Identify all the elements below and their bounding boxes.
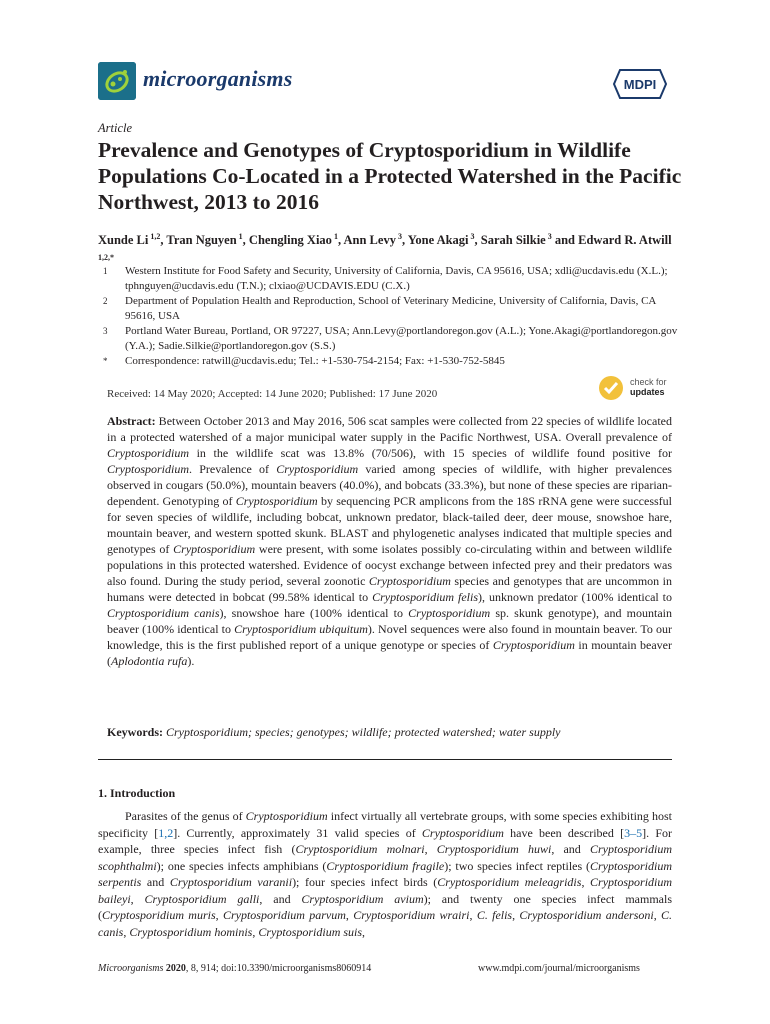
- author-affiliation-marker: 1,2: [148, 232, 161, 241]
- article-type: Article: [98, 121, 133, 135]
- author-name: Ann Levy: [343, 233, 396, 248]
- introduction-paragraph: Parasites of the genus of Cryptosporidium infect virtually all vertebrate groups, with some species exhibiting host specificity [1,2]. Currently, approximately 31 valid species of Cryptosporidium have been described [3–5]. For example, three species infect fish (Cryptosporidium molnari, Cryptosporidium huwi, and Cryptosporidium scophthalmi); one species infects amphibians (Cryptosporidium fragile); two species infect reptiles (Cryptosporidium serpentis and Cryptosporidium varanii); four species infect birds (Cryptosporidium meleagridis, Cryptosporidium baileyi, Cryptosporidium galli, and Cryptosporidium avium); and twenty one species infect mammals (Cryptosporidium muris, Cryptosporidium parvum, Cryptosporidium wrairi, C. felis, Cryptosporidium andersoni, C. canis, Cryptosporidium hominis, Cryptosporidium suis,: [98, 809, 673, 939]
- mdpi-logo-icon: [612, 68, 668, 100]
- author-name: Chengling Xiao: [248, 233, 332, 248]
- author-affiliation-marker: 1: [236, 232, 243, 241]
- affiliation-1: 1 Western Institute for Food Safety and Security, University of California, Davis, CA 95616, USA; xdli@ucdavis.edu (X.L.); tphnguyen@ucdavis.edu (T.N.); clxiao@UCDAVIS.EDU (C.X.): [103, 265, 668, 292]
- author-name: Tran Nguyen: [166, 233, 237, 248]
- abstract: Abstract: Between October 2013 and May 2016, 506 scat samples were collected from 22 species of wildlife located in a protected watershed of a major municipal water supply in the Pacific Northwest, USA. Overall prevalence of Cryptosporidium in the wildlife scat was 13.8% (70/506), with 15 species of wildlife found positive for Cryptosporidium. Prevalence of Cryptosporidium varied among species of wildlife, with higher prevalences observed in cougars (50.0%), mountain beavers (40.0%), and bobcats (33.3%), but none of these species are riparian-dependent. Genotyping of Cryptosporidium by sequencing PCR amplicons from the 18S rRNA gene were successful for seven species of wildlife, including bobcat, unknown predator, black-tailed deer, deer mouse, snowshoe hare, mountain beaver, and western spotted skunk. BLAST and phylogenetic analyses indicated that multiple species and genotypes of Cryptosporidium were present, with some isolates possibly co-circulating within and between wildlife populations in this protected watershed. Evidence of oocyst exchange between infected prey and their predators was also found. During the study period, several zoonotic Cryptosporidium species and genotypes that are uncommon in humans were detected in bobcat (99.58% identical to Cryptosporidium felis), unknown predator (100% identical to Cryptosporidium canis), snowshoe hare (100% identical to Cryptosporidium sp. skunk genotype), and mountain beaver (100% identical to Cryptosporidium ubiquitum). Novel sequences were also found in mountain beaver. To our knowledge, this is the first published report of a unique genotype or species of Cryptosporidium in mountain beaver (Aplodontia rufa).: [107, 414, 672, 668]
- author-affiliation-marker: 3: [545, 232, 552, 241]
- author-name: Xunde Li: [98, 233, 149, 248]
- author-name: Edward R. Atwill: [578, 233, 672, 248]
- check-updates-line2: updates: [630, 387, 665, 397]
- affiliation-2: 2 Department of Population Health and Reproduction, School of Veterinary Medicine, University of California, Davis, CA 95616, USA: [103, 295, 656, 322]
- author-affiliation-marker: 1,2,*: [98, 253, 114, 263]
- svg-text:MDPI: MDPI: [623, 77, 657, 92]
- affiliation-3: 3 Portland Water Bureau, Portland, OR 97227, USA; Ann.Levy@portlandoregon.gov (A.L.); Yone.Akagi@portlandoregon.gov (Y.A.); Sadie.Silkie@portlandoregon.gov (S.S.): [103, 325, 678, 352]
- check-updates-line1: check for: [630, 377, 667, 387]
- author-list: Xunde Li $^{1,2}$, Tran Nguyen $^1$, Chengling Xiao $^1$, Ann Levy $^3$, Yone Akagi $^3$, Sarah Silkie $^3$ and Edward R. Atwill $^{1,2,*}$: [98, 232, 672, 263]
- journal-name: microorganisms: [143, 66, 293, 91]
- author-name: Yone Akagi: [407, 233, 469, 248]
- author-affiliation-marker: 3: [468, 232, 475, 241]
- check-updates-icon: [598, 375, 626, 401]
- keywords: [107, 725, 672, 740]
- abstract-label: Abstract:: [107, 414, 156, 428]
- citation-link[interactable]: 1,2: [158, 825, 174, 840]
- keywords-text: Cryptosporidium; species; genotypes; wildlife; protected watershed; water supply: [166, 725, 561, 739]
- keywords-label: Keywords:: [107, 725, 163, 739]
- author-affiliation-marker: 1: [331, 232, 338, 241]
- check-for-updates-button[interactable]: [598, 375, 672, 401]
- publication-dates: Received: 14 May 2020; Accepted: 14 June 2020; Published: 17 June 2020: [107, 388, 438, 400]
- section-divider: [98, 759, 672, 760]
- paper-title: Prevalence and Genotypes of Cryptosporidium in Wildlife Populations Co-Located in a Protected Watershed in the Pacific Northwest, 2013 to 2016: [98, 138, 682, 214]
- correspondence: * Correspondence: ratwill@ucdavis.edu; Tel.: +1-530-754-2154; Fax: +1-530-752-5845: [103, 355, 505, 367]
- citation-link[interactable]: 3–5: [624, 825, 643, 840]
- author-name: Sarah Silkie: [480, 233, 546, 248]
- author-affiliation-marker: 3: [395, 232, 402, 241]
- journal-logo-icon: [98, 62, 136, 100]
- section-heading-introduction: 1. Introduction: [98, 786, 176, 800]
- affiliations: [98, 264, 678, 369]
- footer-url[interactable]: www.mdpi.com/journal/microorganisms: [478, 963, 640, 974]
- footer-citation: Microorganisms 2020, 8, 914; doi:10.3390/microorganisms8060914: [98, 963, 372, 974]
